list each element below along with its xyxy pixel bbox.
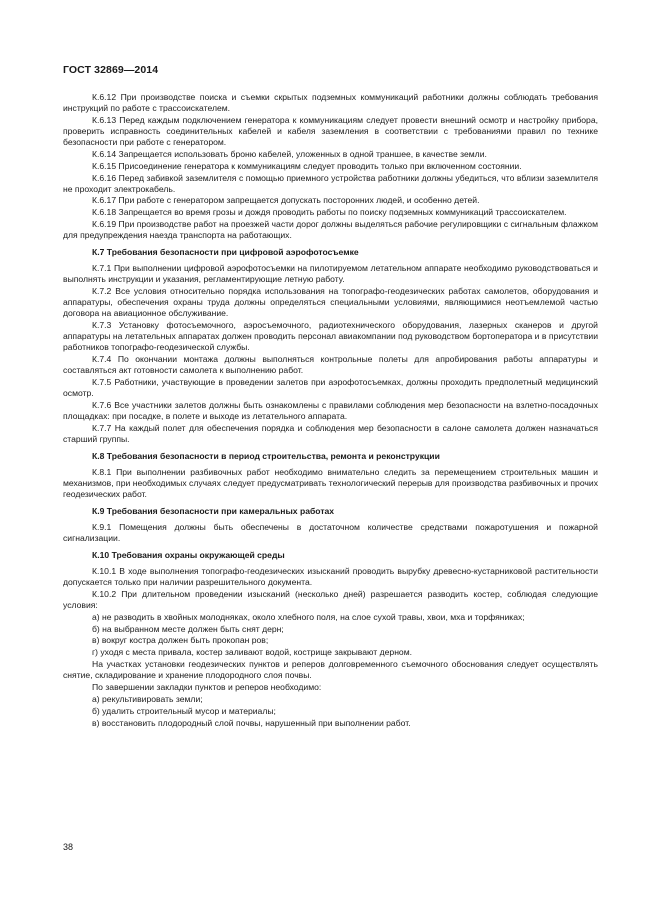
section-heading: К.10 Требования охраны окружающей среды xyxy=(92,549,285,560)
paragraph: К.6.16 Перед забивкой заземлителя с помощью приемного устройства работники должны убедиться, что вблизи заземлителя не проходит электрокабель. xyxy=(63,172,598,194)
paragraph: К.10.2 При длительном проведении изысканий (несколько дней) разрешается разводить костер, соблюдая следующие условия: xyxy=(63,588,598,610)
paragraph: К.7.1 При выполнении цифровой аэрофотосъемки на пилотируемом летательном аппарате необходимо руководствоваться и выполнять инструкции и указания, регламентирующие летную работу. xyxy=(63,263,598,285)
list-item: а) не разводить в хвойных молодняках, около хлебного поля, на слое сухой травы, хвои, мха и торфяниках; xyxy=(92,611,525,622)
document-header: ГОСТ 32869—2014 xyxy=(63,64,159,76)
list-item: а) рекультивировать земли; xyxy=(92,693,203,704)
list-item: в) восстановить плодородный слой почвы, нарушенный при выполнении работ. xyxy=(92,717,411,728)
paragraph: К.7.2 Все условия относительно порядка использования на топографо-геодезических работах самолетов, оборудования и аппаратуры, обеспечения охраны труда должны определяться специальными условиями, являющимися неотъемлемой частью договора на авиационное обслуживание. xyxy=(63,286,598,319)
list-item: б) на выбранном месте должен быть снят дерн; xyxy=(92,623,284,634)
paragraph: К.10.1 В ходе выполнения топографо-геодезических изысканий проводить вырубку древесно-кустарниковой растительности допускается только при наличии разрешительного документа. xyxy=(63,565,598,587)
paragraph: К.6.18 Запрещается во время грозы и дождя проводить работы по поиску подземных коммуникаций трассоискателем. xyxy=(92,207,567,218)
paragraph: К.7.4 По окончании монтажа должны выполняться контрольные полеты для апробирования работы аппаратуры и составляться акт готовности самолета к выполнению работ. xyxy=(63,353,598,375)
paragraph: К.6.17 При работе с генератором запрещается допускать посторонних людей, и особенно детей. xyxy=(92,195,480,206)
paragraph: К.7.6 Все участники залетов должны быть ознакомлены с правилами соблюдения мер безопасности на взлетно-посадочных площадках: при посадке, в полете и выходе из летательного аппарата. xyxy=(63,399,598,421)
paragraph: На участках установки геодезических пунктов и реперов долговременного съемочного обоснования следует осуществлять снятие, складирование и хранение плодородного слоя почвы. xyxy=(63,659,598,681)
paragraph: К.9.1 Помещения должны быть обеспечены в достаточном количестве средствами пожаротушения и пожарной сигнализации. xyxy=(63,521,598,543)
paragraph: К.7.5 Работники, участвующие в проведении залетов при аэрофотосъемках, должны проходить предполетный медицинский осмотр. xyxy=(63,376,598,398)
list-item: г) уходя с места привала, костер заливают водой, кострище закрывают дерном. xyxy=(92,647,413,658)
paragraph: По завершении закладки пунктов и реперов необходимо: xyxy=(92,682,322,692)
paragraph: К.6.19 При производстве работ на проезжей части дорог должны выделяться рабочие регулировщики с сигнальным флажком для предупреждения наезда транспорта на работающих. xyxy=(63,219,598,241)
list-item: б) удалить строительный мусор и материалы; xyxy=(92,705,276,716)
paragraph: К.7.7 На каждый полет для обеспечения порядка и соблюдения мер безопасности в салоне самолета должен назначаться старший группы. xyxy=(63,422,598,444)
paragraph: К.6.13 Перед каждым подключением генератора к коммуникациям следует провести внешний осмотр и настройку прибора, проверить исправность соединительных кабелей и кабеля заземления в соответствии с требованиями правил по технике безопасности при работе с генератором. xyxy=(63,114,598,147)
section-heading: К.9 Требования безопасности при камеральных работах xyxy=(92,505,335,516)
section-heading: К.7 Требования безопасности при цифровой аэрофотосъемке xyxy=(92,247,359,258)
paragraph: К.6.12 При производстве поиска и съемки скрытых подземных коммуникаций работники должны соблюдать требования инструкций по работе с трассоискателем. xyxy=(63,92,598,114)
page-number: 38 xyxy=(63,842,74,852)
paragraph: К.6.14 Запрещается использовать броню кабелей, уложенных в одной траншее, в качестве земли. xyxy=(92,148,487,159)
paragraph: К.6.15 Присоединение генератора к коммуникациям следует проводить только при включенном состоянии. xyxy=(92,160,522,171)
list-item: в) вокруг костра должен быть прокопан ров; xyxy=(92,635,269,646)
document-body xyxy=(63,92,598,729)
paragraph: К.8.1 При выполнении разбивочных работ необходимо внимательно следить за перемещением строительных машин и механизмов, при необходимых случаях следует предусматривать технологический перерыв для производства разбивочных и прочих геодезических работ. xyxy=(63,466,598,499)
section-heading: К.8 Требования безопасности в период строительства, ремонта и реконструкции xyxy=(92,450,440,461)
paragraph: К.7.3 Установку фотосъемочного, аэросъемочного, радиотехнического оборудования, лазерных сканеров и другой аппаратуры на летательных аппаратах должен проводить персонал авиакомпании под руководством бортоператора и в присутствии работников топографо-геодезической службы. xyxy=(63,320,598,353)
